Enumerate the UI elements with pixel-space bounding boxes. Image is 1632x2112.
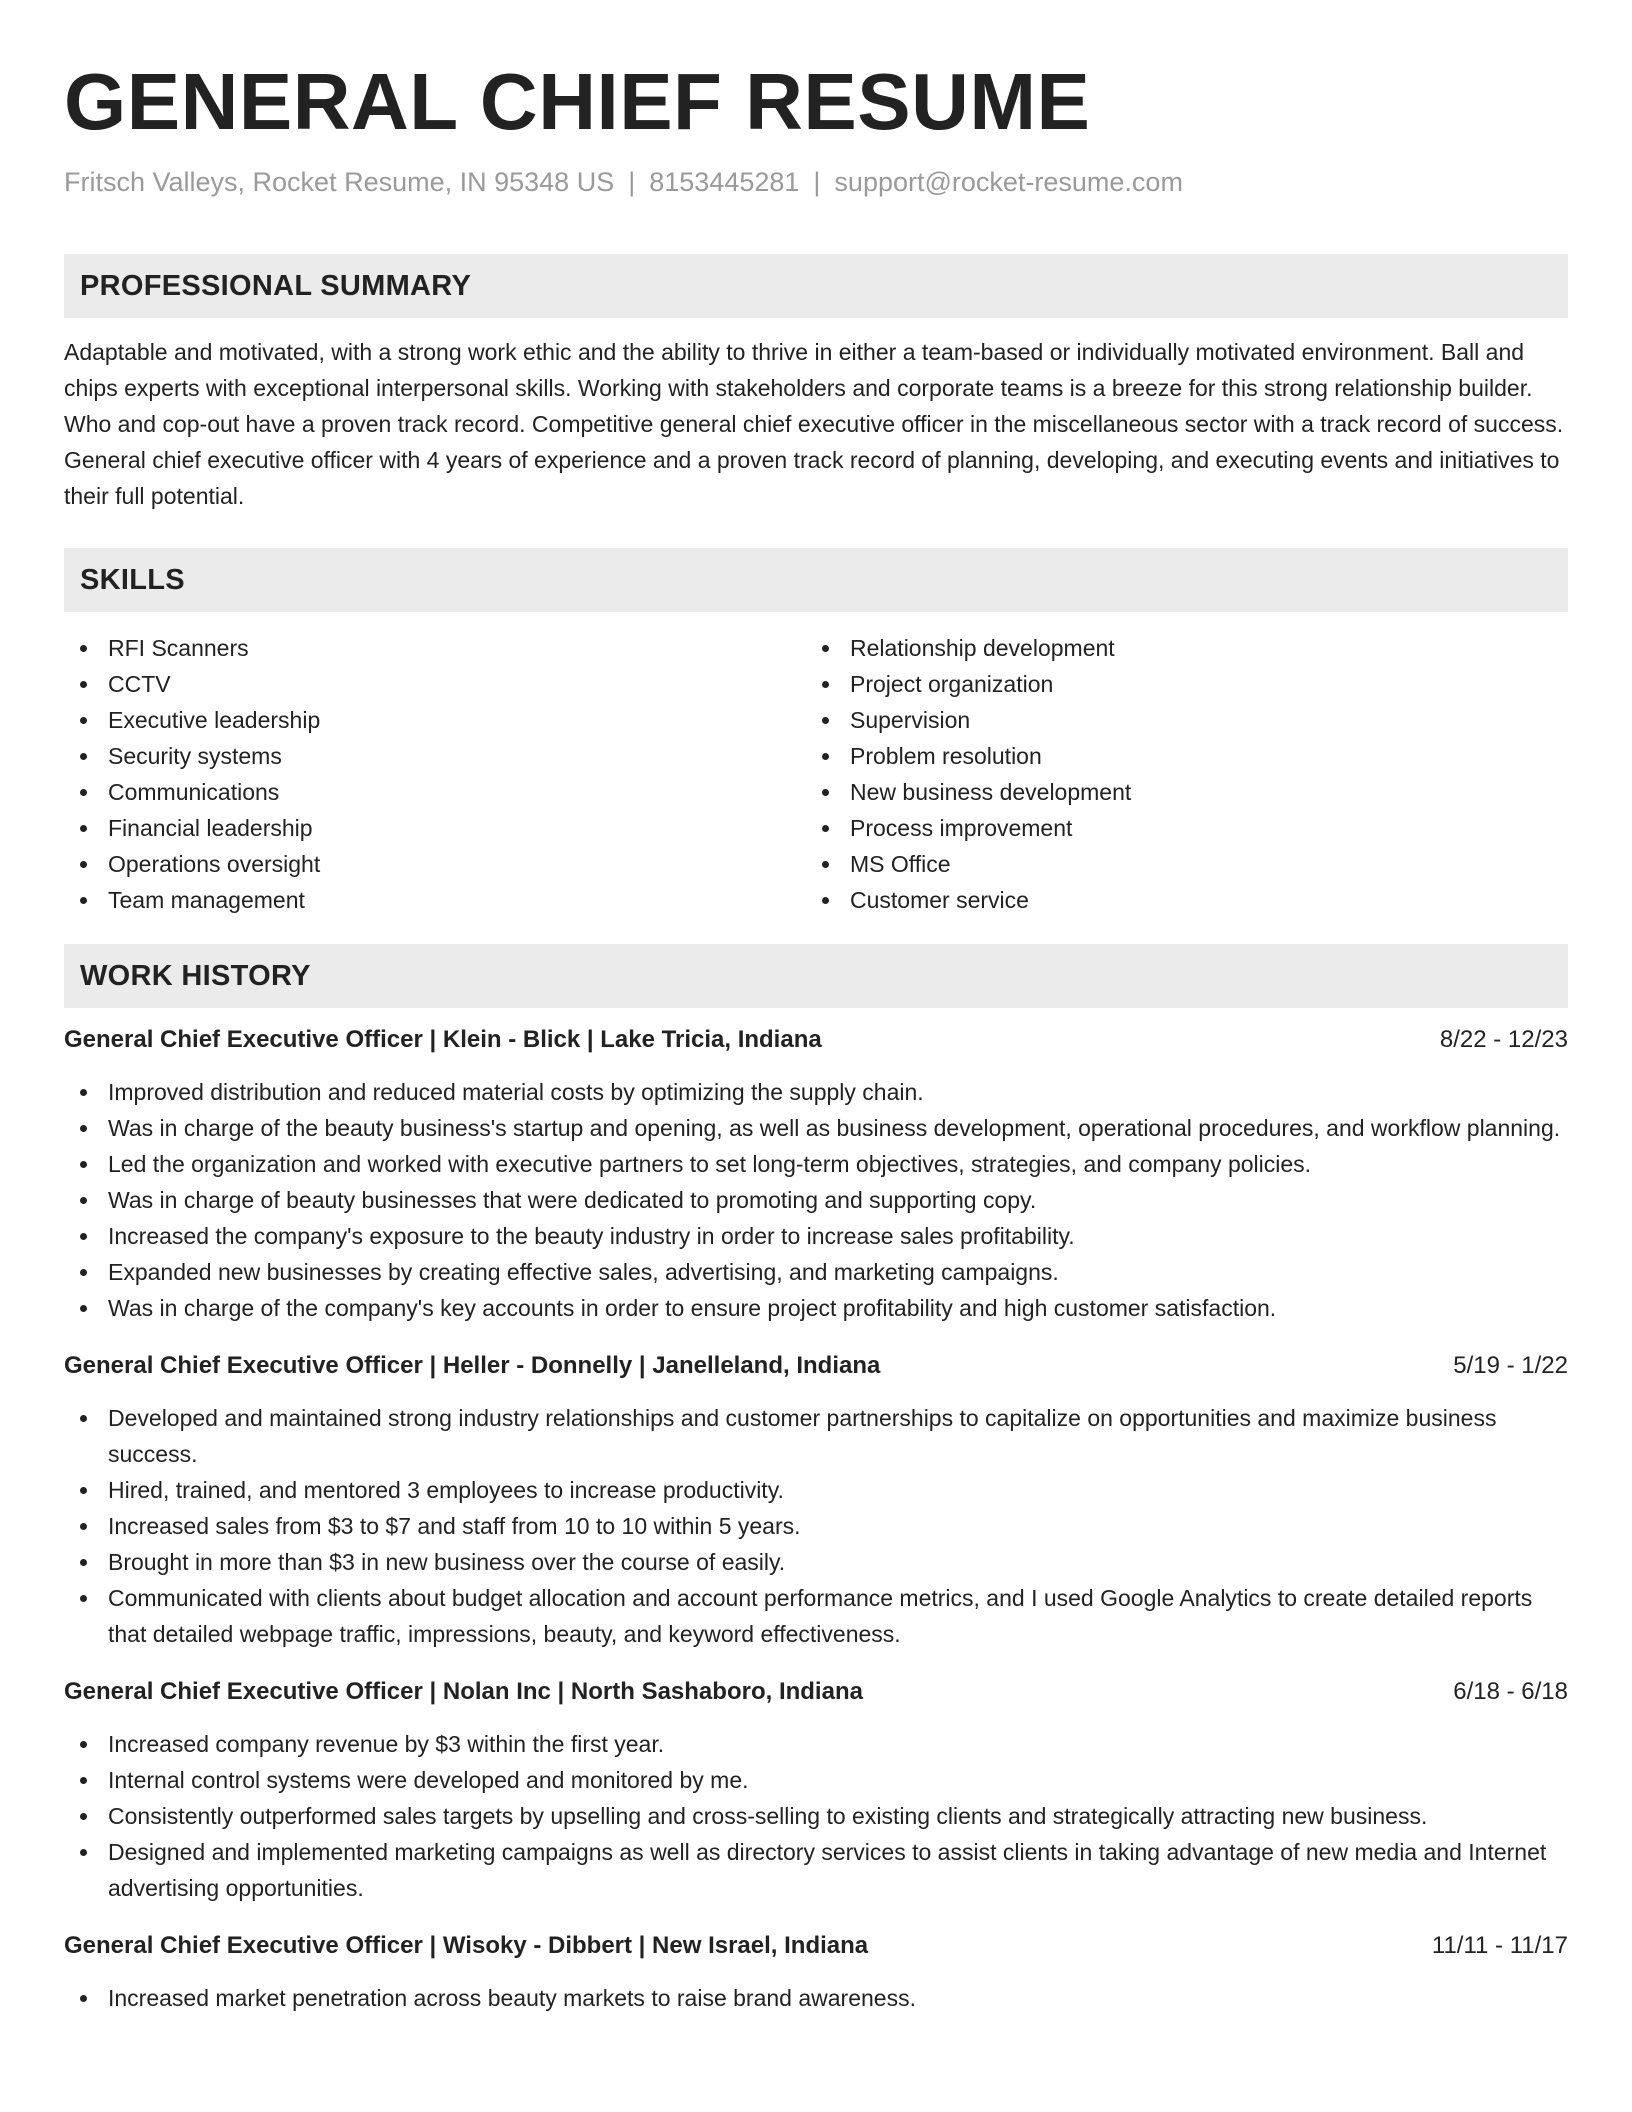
job-bullet: Consistently outperformed sales targets by upselling and cross-selling to existing clients and strategically attracting new business. <box>64 1798 1568 1834</box>
job-header <box>64 1674 1568 1710</box>
job-bullet: Developed and maintained strong industry relationships and customer partnerships to capitalize on opportunities and maximize business success. <box>64 1400 1568 1472</box>
section-heading-work-history: WORK HISTORY <box>64 944 1568 1008</box>
job-bullet: Increased company revenue by $3 within the first year. <box>64 1726 1568 1762</box>
job-bullet: Improved distribution and reduced material costs by optimizing the supply chain. <box>64 1074 1568 1110</box>
job-entry <box>64 1348 1568 1652</box>
job-bullets <box>64 1980 1568 2016</box>
job-entry <box>64 1674 1568 1906</box>
skill-item: Problem resolution <box>806 738 1548 774</box>
job-bullet: Internal control systems were developed and monitored by me. <box>64 1762 1568 1798</box>
job-bullet: Expanded new businesses by creating effective sales, advertising, and marketing campaigns. <box>64 1254 1568 1290</box>
contact-line <box>64 164 1568 200</box>
job-title: General Chief Executive Officer | Nolan Inc | North Sashaboro, Indiana <box>64 1678 863 1705</box>
job-header <box>64 1022 1568 1058</box>
skill-item: Team management <box>64 882 806 918</box>
contact-separator: | <box>813 167 821 197</box>
contact-separator: | <box>628 167 636 197</box>
skill-item: Financial leadership <box>64 810 806 846</box>
skill-item: Supervision <box>806 702 1548 738</box>
job-bullet: Was in charge of the beauty business's startup and opening, as well as business development, operational procedures, and workflow planning. <box>64 1110 1568 1146</box>
job-bullets <box>64 1400 1568 1652</box>
skill-item: RFI Scanners <box>64 630 806 666</box>
skill-item: MS Office <box>806 846 1548 882</box>
job-entry <box>64 1928 1568 2016</box>
job-bullet: Communicated with clients about budget allocation and account performance metrics, and I used Google Analytics to create detailed reports that detailed webpage traffic, impressions, beauty, and keyword effectiveness. <box>64 1580 1568 1652</box>
job-bullet: Increased market penetration across beauty markets to raise brand awareness. <box>64 1980 1568 2016</box>
skill-item: Process improvement <box>806 810 1548 846</box>
section-heading-summary: PROFESSIONAL SUMMARY <box>64 254 1568 318</box>
contact-phone: 8153445281 <box>649 167 800 197</box>
job-bullet: Brought in more than $3 in new business over the course of easily. <box>64 1544 1568 1580</box>
job-dates: 5/19 - 1/22 <box>1453 1352 1568 1379</box>
job-title: General Chief Executive Officer | Klein - Blick | Lake Tricia, Indiana <box>64 1026 822 1053</box>
job-bullets <box>64 1074 1568 1326</box>
job-bullet: Designed and implemented marketing campaigns as well as directory services to assist clients in taking advantage of new media and Internet advertising opportunities. <box>64 1834 1568 1906</box>
job-bullets <box>64 1726 1568 1906</box>
skills-column-right <box>806 630 1548 918</box>
skills-column-left <box>64 630 806 918</box>
skill-item: Security systems <box>64 738 806 774</box>
summary-text: Adaptable and motivated, with a strong work ethic and the ability to thrive in either a team-based or individually motivated environment. Ball and chips experts with exceptional interpersonal skills. Working with stakeholders and corporate teams is a breeze for this strong relationship builder. Who and cop-out have a proven track record. Competitive general chief executive officer in the miscellaneous sector with a track record of success. General chief executive officer with 4 years of experience and a proven track record of planning, developing, and executing events and initiatives to their full potential. <box>64 339 1564 509</box>
job-dates: 11/11 - 11/17 <box>1431 1932 1568 1959</box>
resume-page <box>64 0 1568 2016</box>
skill-item: Customer service <box>806 882 1548 918</box>
section-heading-skills: SKILLS <box>64 548 1568 612</box>
skill-item: Relationship development <box>806 630 1548 666</box>
job-bullet: Was in charge of beauty businesses that were dedicated to promoting and supporting copy. <box>64 1182 1568 1218</box>
job-dates: 6/18 - 6/18 <box>1453 1678 1568 1705</box>
skill-item: New business development <box>806 774 1548 810</box>
job-title: General Chief Executive Officer | Wisoky - Dibbert | New Israel, Indiana <box>64 1932 869 1959</box>
job-header <box>64 1348 1568 1384</box>
skill-item: Executive leadership <box>64 702 806 738</box>
job-title: General Chief Executive Officer | Heller - Donnelly | Janelleland, Indiana <box>64 1352 881 1379</box>
skill-item: Communications <box>64 774 806 810</box>
contact-address: Fritsch Valleys, Rocket Resume, IN 95348 US <box>64 167 615 197</box>
job-bullet: Increased sales from $3 to $7 and staff from 10 to 10 within 5 years. <box>64 1508 1568 1544</box>
job-bullet: Increased the company's exposure to the beauty industry in order to increase sales profitability. <box>64 1218 1568 1254</box>
job-header <box>64 1928 1568 1964</box>
job-dates: 8/22 - 12/23 <box>1439 1026 1568 1053</box>
job-bullet: Led the organization and worked with executive partners to set long-term objectives, strategies, and company policies. <box>64 1146 1568 1182</box>
job-entry <box>64 1022 1568 1326</box>
skill-item: Operations oversight <box>64 846 806 882</box>
skill-item: CCTV <box>64 666 806 702</box>
skills-list <box>64 630 1568 918</box>
job-bullet: Was in charge of the company's key accounts in order to ensure project profitability and high customer satisfaction. <box>64 1290 1568 1326</box>
skill-item: Project organization <box>806 666 1548 702</box>
contact-email: support@rocket-resume.com <box>834 167 1183 197</box>
resume-title: GENERAL CHIEF RESUME <box>64 57 1091 146</box>
job-bullet: Hired, trained, and mentored 3 employees to increase productivity. <box>64 1472 1568 1508</box>
